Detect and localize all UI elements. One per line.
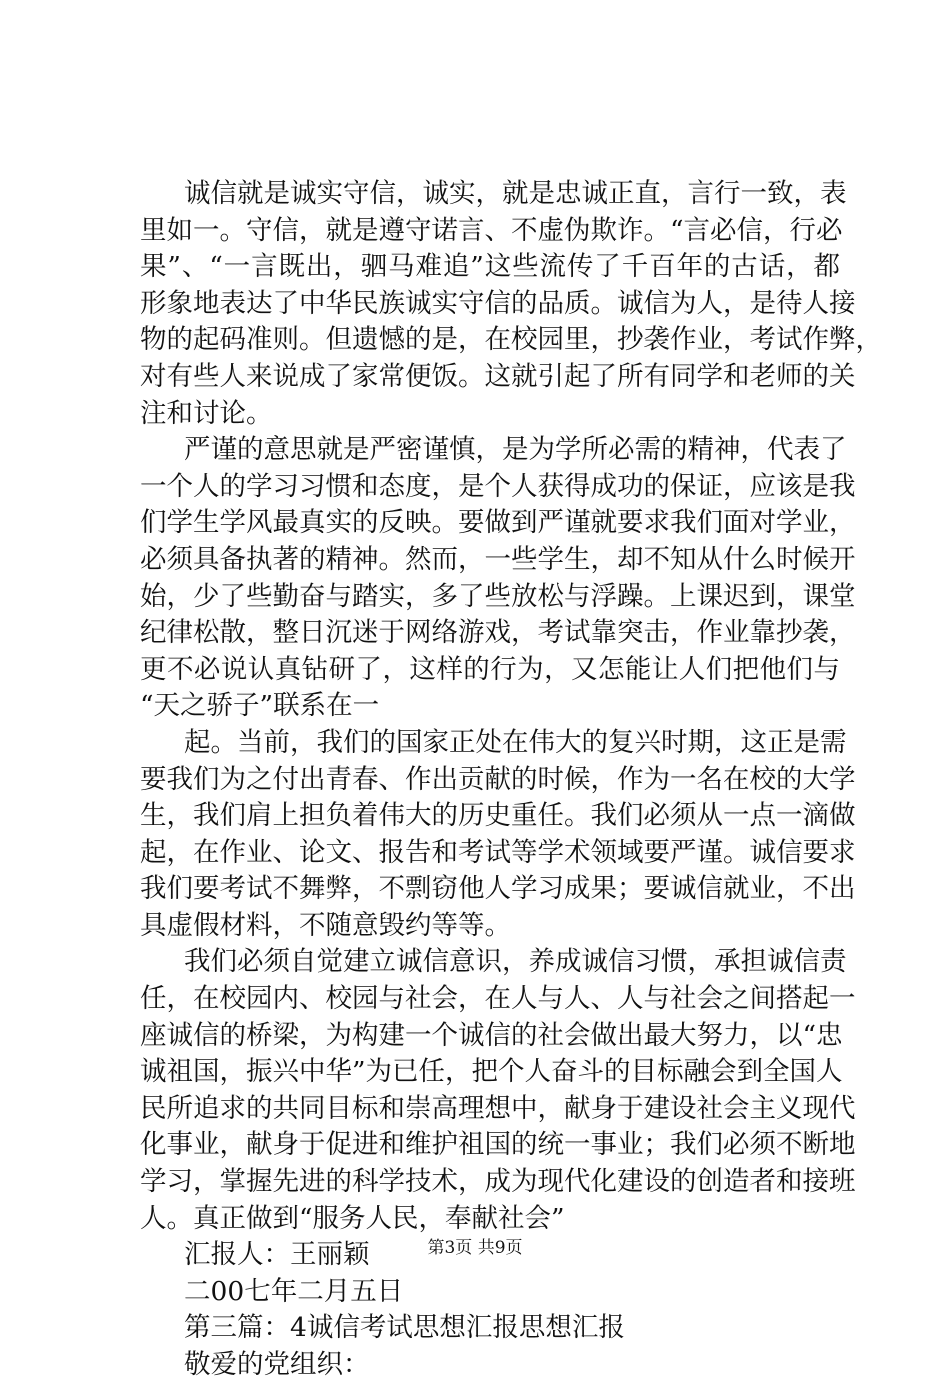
page-footer: 第3页 共9页 bbox=[427, 1238, 523, 1258]
text-line: 起，在作业、论文、报告和考试等学术领域要严谨。诚信要求 bbox=[140, 836, 856, 868]
text-line: 对有些人来说成了家常便饭。这就引起了所有同学和老师的关 bbox=[140, 360, 856, 392]
text-line: 我们必须自觉建立诚信意识，养成诚信习惯，承担诚信责 bbox=[184, 946, 847, 978]
text-line: 民所追求的共同目标和崇高理想中，献身于建设社会主义现代 bbox=[140, 1092, 856, 1124]
text-line: 们学生学风最真实的反映。要做到严谨就要求我们面对学业， bbox=[140, 507, 856, 539]
text-line: 我们要考试不舞弊，不剽窃他人学习成果；要诚信就业，不出 bbox=[140, 873, 856, 905]
text-line: 诚祖国，振兴中华”为已任，把个人奋斗的目标融会到全国人 bbox=[140, 1056, 843, 1088]
text-line: 必须具备执著的精神。然而，一些学生，却不知从什么时候开 bbox=[140, 543, 856, 575]
text-line: 具虚假材料，不随意毁约等等。 bbox=[140, 909, 511, 941]
text-line: “天之骄子”联系在一 bbox=[140, 690, 380, 722]
text-line: 更不必说认真钻研了，这样的行为，又怎能让人们把他们与 bbox=[140, 653, 840, 685]
document-body bbox=[140, 176, 882, 1384]
text-line: 严谨的意思就是严密谨慎，是为学所必需的精神，代表了 bbox=[184, 434, 847, 466]
text-line: 诚信就是诚实守信，诚实，就是忠诚正直，言行一致，表 bbox=[184, 178, 847, 209]
text-line: 生，我们肩上担负着伟大的历史重任。我们必须从一点一滴做 bbox=[140, 800, 856, 832]
text-line: 形象地表达了中华民族诚实守信的品质。诚信为人，是待人接 bbox=[140, 287, 856, 319]
text-line: 纪律松散，整日沉迷于网络游戏，考试靠突击，作业靠抄袭， bbox=[140, 617, 856, 649]
text-line: 里如一。守信，就是遵守诺言、不虚伪欺诈。“言必信，行必 bbox=[140, 214, 843, 246]
text-line: 学习，掌握先进的科学技术，成为现代化建设的创造者和接班 bbox=[140, 1166, 856, 1198]
text-line: 汇报人：王丽颖 bbox=[184, 1239, 370, 1271]
text-line: 一个人的学习习惯和态度，是个人获得成功的保证，应该是我 bbox=[140, 470, 856, 502]
text-line: 注和讨论。 bbox=[140, 397, 273, 429]
text-line: 始，少了些勤奋与踏实，多了些放松与浮躁。上课迟到，课堂 bbox=[140, 580, 856, 612]
text-line: 敬爱的党组织： bbox=[184, 1349, 370, 1380]
text-line: 任，在校园内、校园与社会，在人与人、人与社会之间搭起一 bbox=[140, 983, 856, 1015]
text-line: 起。当前，我们的国家正处在伟大的复兴时期，这正是需 bbox=[184, 726, 847, 758]
text-line: 二00七年二月五日 bbox=[184, 1275, 404, 1307]
text-line: 座诚信的桥梁，为构建一个诚信的社会做出最大努力，以“忠 bbox=[140, 1019, 843, 1051]
text-line: 人。真正做到“服务人民，奉献社会” bbox=[140, 1202, 565, 1234]
text-line: 第三篇：4诚信考试思想汇报思想汇报 bbox=[184, 1312, 625, 1344]
text-line: 果”、“一言既出，驷马难追”这些流传了千百年的古话，都 bbox=[140, 251, 840, 283]
text-line: 物的起码准则。但遗憾的是，在校园里，抄袭作业，考试作弊， bbox=[140, 324, 882, 356]
text-line: 化事业，献身于促进和维护祖国的统一事业；我们必须不断地 bbox=[140, 1129, 856, 1161]
text-line: 要我们为之付出青春、作出贡献的时候，作为一名在校的大学 bbox=[140, 763, 856, 795]
